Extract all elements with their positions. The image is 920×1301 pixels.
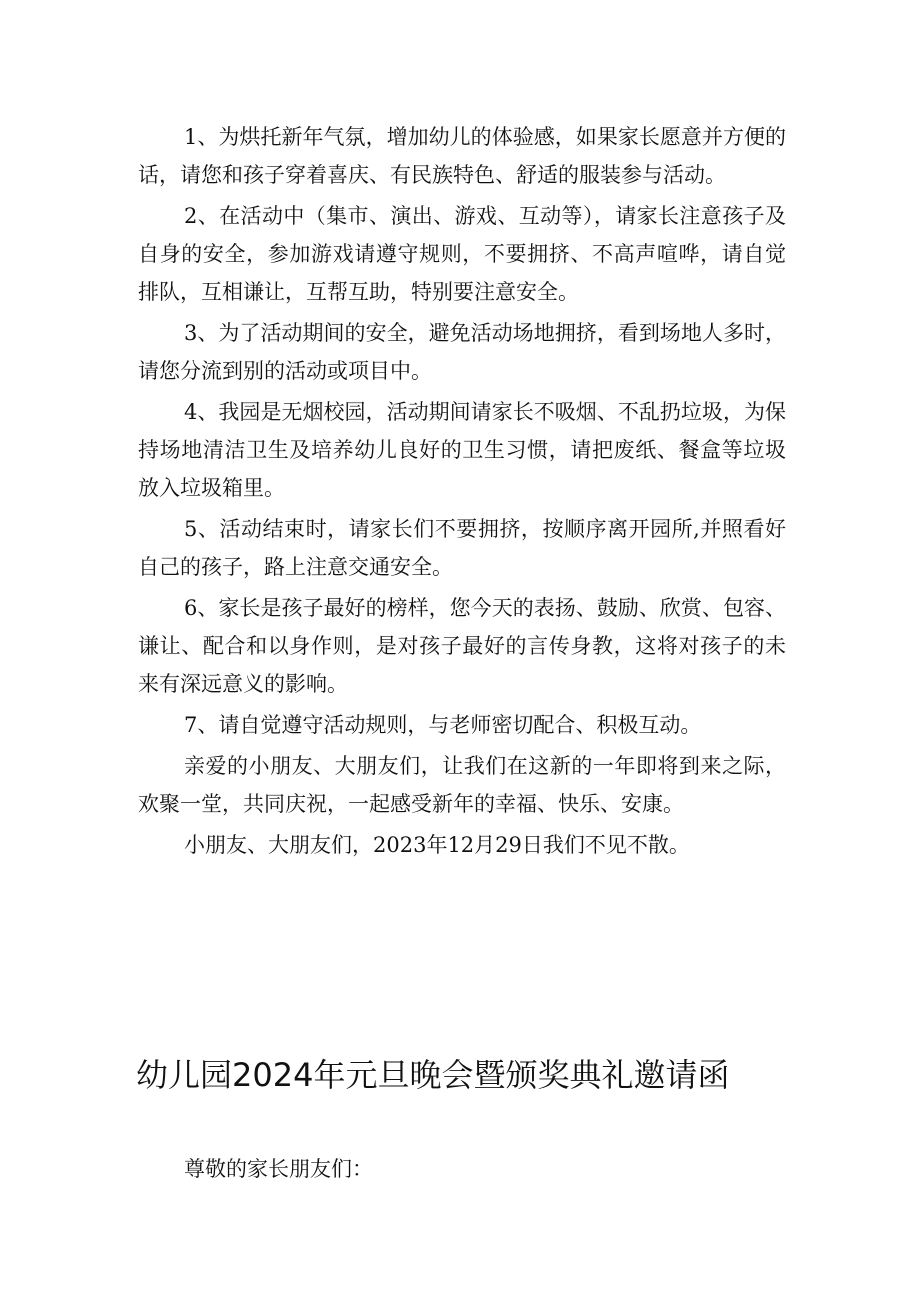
paragraph-item-5: 5、活动结束时，请家长们不要拥挤，按顺序离开园所,并照看好自己的孩子，路上注意交通安全。 (138, 517, 786, 579)
invitation-title: 幼儿园2024年元旦晚会暨颁奖典礼邀请函 (136, 1056, 730, 1094)
paragraph-item-7: 7、请自觉遵守活动规则，与老师密切配合、积极互动。 (184, 713, 702, 737)
document-body (138, 118, 786, 867)
greeting-line: 尊敬的家长朋友们： (184, 1157, 373, 1181)
paragraph-date-note: 小朋友、大朋友们，2023年12月29日我们不见不散。 (184, 833, 690, 857)
paragraph-item-3: 3、为了活动期间的安全，避免活动场地拥挤，看到场地人多时，请您分流到别的活动或项目中。 (138, 321, 786, 383)
paragraph-item-6: 6、家长是孩子最好的榜样，您今天的表扬、鼓励、欣赏、包容、谦让、配合和以身作则，是对孩子最好的言传身教，这将对孩子的未来有深远意义的影响。 (138, 596, 786, 696)
paragraph-item-2: 2、在活动中（集市、演出、游戏、互动等），请家长注意孩子及自身的安全，参加游戏请遵守规则，不要拥挤、不高声喧哗，请自觉排队，互相谦让，互帮互助，特别要注意安全。 (138, 204, 786, 304)
paragraph-closing: 亲爱的小朋友、大朋友们，让我们在这新的一年即将到来之际，欢聚一堂，共同庆祝，一起感受新年的幸福、快乐、安康。 (138, 754, 786, 816)
paragraph-item-4: 4、我园是无烟校园，活动期间请家长不吸烟、不乱扔垃圾，为保持场地清洁卫生及培养幼儿良好的卫生习惯，请把废纸、餐盒等垃圾放入垃圾箱里。 (138, 400, 786, 500)
paragraph-item-1: 1、为烘托新年气氛，增加幼儿的体验感，如果家长愿意并方便的话，请您和孩子穿着喜庆、有民族特色、舒适的服装参与活动。 (138, 125, 786, 187)
